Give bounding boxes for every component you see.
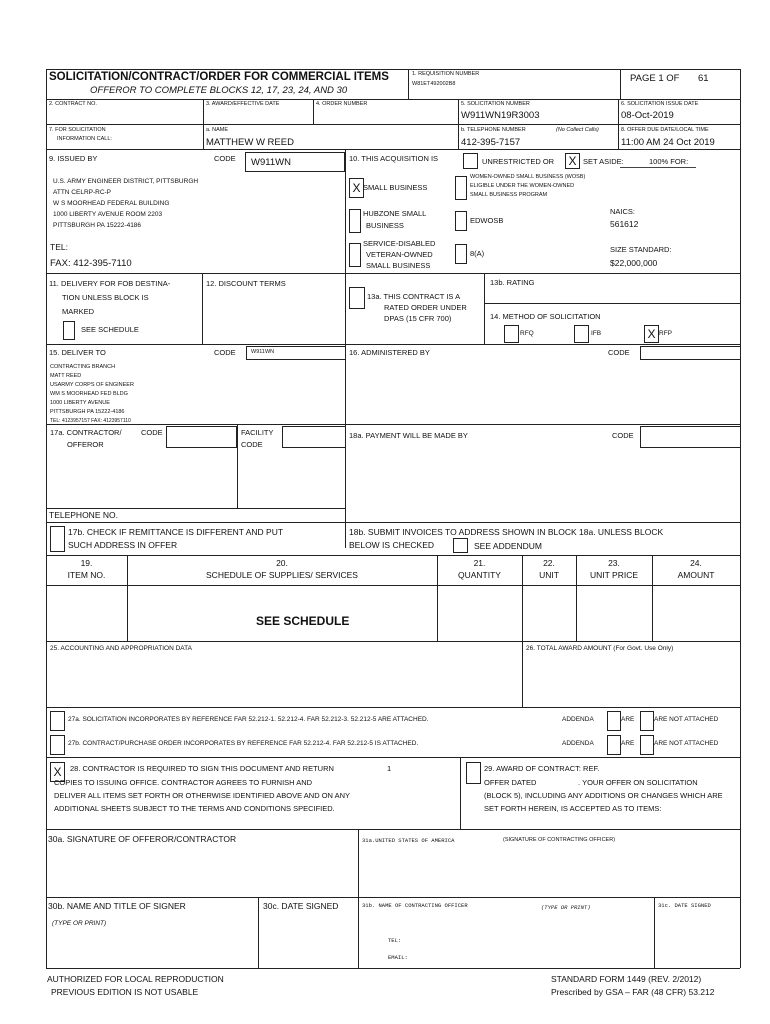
officer-email: EMAIL: bbox=[388, 954, 408, 961]
issued-by-label: 9. ISSUED BY bbox=[49, 154, 98, 163]
29-text: OFFER DATED . YOUR OFFER ON SOLICITATION bbox=[484, 778, 698, 787]
28-checkbox[interactable]: X bbox=[50, 762, 65, 782]
rule bbox=[460, 757, 461, 829]
remittance-label-2: SUCH ADDRESS IN OFFER bbox=[68, 540, 178, 550]
type-print-note: (TYPE OR PRINT) bbox=[52, 920, 107, 927]
officer-name-label: 31b. NAME OF CONTRACTING OFFICER bbox=[362, 902, 468, 909]
sdvosb-checkbox[interactable] bbox=[349, 243, 361, 267]
27b-checkbox[interactable] bbox=[50, 735, 65, 755]
contractor-label: 17a. CONTRACTOR/ bbox=[50, 428, 122, 437]
schedule-header-item bbox=[46, 557, 127, 581]
footer-form-number: STANDARD FORM 1449 (REV. 2/2012) bbox=[551, 974, 702, 984]
wosb-label: ELIGIBLE UNDER THE WOMEN-OWNED bbox=[470, 183, 575, 189]
remittance-checkbox[interactable] bbox=[50, 526, 65, 552]
officer-tel: TEL: bbox=[388, 937, 402, 944]
27b-are-not-checkbox[interactable] bbox=[640, 735, 654, 755]
contractor-code-field[interactable] bbox=[166, 426, 237, 448]
phone-label: b. TELEPHONE NUMBER bbox=[461, 127, 526, 133]
size-standard-label: SIZE STANDARD: bbox=[610, 245, 672, 254]
order-number-label: 4. ORDER NUMBER bbox=[316, 101, 368, 107]
col-title: UNIT PRICE bbox=[589, 570, 639, 580]
contract-no-label: 2. CONTRACT NO. bbox=[49, 101, 97, 107]
naics-value: 561612 bbox=[610, 219, 639, 229]
see-schedule-checkbox[interactable] bbox=[63, 321, 75, 340]
col-number: 22. bbox=[543, 558, 555, 568]
28-text: 28. CONTRACTOR IS REQUIRED TO SIGN THIS DOCUMENT AND RETURN bbox=[70, 764, 334, 773]
rated-order-label: 13a. THIS CONTRACT IS A bbox=[367, 292, 461, 301]
rule bbox=[46, 897, 740, 898]
rule bbox=[313, 99, 314, 124]
accounting-label: 25. ACCOUNTING AND APPROPRIATION DATA bbox=[50, 645, 192, 652]
rule bbox=[46, 757, 740, 758]
rule bbox=[258, 897, 259, 968]
wosb-label: SMALL BUSINESS PROGRAM bbox=[470, 192, 548, 198]
27b-are-not-label: ARE NOT ATTACHED bbox=[654, 740, 719, 747]
rfq-checkbox[interactable] bbox=[504, 325, 519, 343]
col-title: QUANTITY bbox=[458, 570, 501, 580]
sdvosb-label: VETERAN-OWNED bbox=[366, 250, 433, 259]
due-date-value: 11:00 AM 24 Oct 2019 bbox=[621, 137, 715, 148]
issue-date-value: 08-Oct-2019 bbox=[621, 110, 674, 121]
col-number: 24. bbox=[690, 558, 702, 568]
deliver-to-code-value: W911WN bbox=[251, 349, 275, 355]
date-signed-label: 30c. DATE SIGNED bbox=[263, 901, 339, 911]
rule bbox=[484, 303, 740, 304]
issued-by-code-field[interactable] bbox=[245, 152, 345, 172]
name-title-label: 30b. NAME AND TITLE OF SIGNER bbox=[48, 901, 186, 911]
administered-by-code-label: CODE bbox=[608, 348, 630, 357]
set-aside-percent: 100% FOR: bbox=[649, 157, 689, 166]
ifb-label: IFB bbox=[591, 330, 602, 337]
rule bbox=[654, 897, 655, 968]
see-schedule-label: SEE SCHEDULE bbox=[81, 325, 139, 334]
ifb-checkbox[interactable] bbox=[574, 325, 589, 343]
issued-by-address-line: U.S. ARMY ENGINEER DISTRICT, PITTSBURGH bbox=[53, 178, 199, 185]
issued-by-tel: TEL: bbox=[50, 242, 68, 252]
rule bbox=[46, 585, 740, 586]
issued-by-code-value: W911WN bbox=[251, 157, 291, 168]
contractor-code-label: CODE bbox=[141, 428, 163, 437]
27a-are-not-checkbox[interactable] bbox=[640, 711, 654, 731]
27b-addenda-label: ADDENDA bbox=[562, 740, 594, 747]
rated-order-checkbox[interactable] bbox=[349, 287, 365, 309]
payment-code-label: CODE bbox=[612, 431, 634, 440]
contact-name-value: MATTHEW W REED bbox=[206, 137, 294, 148]
total-award-label: 26. TOTAL AWARD AMOUNT (For Govt. Use Only) bbox=[526, 645, 674, 652]
submit-invoices-label: 18b. SUBMIT INVOICES TO ADDRESS SHOWN IN BLOCK 18a. UNLESS BLOCK bbox=[349, 527, 664, 537]
deliver-to-address-line: 1000 LIBERTY AVENUE bbox=[50, 400, 110, 406]
27a-checkbox[interactable] bbox=[50, 711, 65, 731]
rule bbox=[46, 508, 345, 509]
see-schedule-heading: SEE SCHEDULE bbox=[256, 614, 350, 628]
deliver-to-address-line: MATT REED bbox=[50, 373, 82, 379]
wosb-checkbox[interactable] bbox=[455, 176, 467, 200]
officer-type-note: (TYPE OR PRINT) bbox=[541, 904, 591, 911]
rule bbox=[46, 273, 740, 274]
payment-code-field[interactable] bbox=[640, 426, 741, 448]
rule bbox=[237, 424, 238, 508]
rule bbox=[46, 707, 740, 708]
schedule-header-amount bbox=[652, 557, 740, 581]
8a-label: 8(A) bbox=[470, 249, 485, 258]
small-business-label: SMALL BUSINESS bbox=[363, 183, 428, 192]
issued-by-fax: FAX: 412-395-7110 bbox=[50, 258, 132, 269]
deliver-to-code-field[interactable] bbox=[246, 346, 346, 360]
27a-label: 27a. SOLICITATION INCORPORATES BY REFERENCE FAR 52.212-1. 52.212-4. FAR 52.212-3. 52.212-5 ARE ATTACHED. bbox=[68, 716, 429, 723]
issued-by-address-line: PITTSBURGH PA 15222-4186 bbox=[53, 222, 142, 229]
rule bbox=[46, 968, 740, 969]
issued-by-address-line: ATTN CELRP-RC-P bbox=[53, 189, 112, 196]
28-text: COPIES TO ISSUING OFFICE. CONTRACTOR AGREES TO FURNISH AND bbox=[54, 778, 313, 787]
col-number: 19. bbox=[80, 558, 93, 568]
signature-usa-label: 31a.UNITED STATES OF AMERICA bbox=[362, 837, 455, 844]
administered-by-label: 16. ADMINISTERED BY bbox=[349, 348, 430, 357]
phone-note: (No Collect Calls) bbox=[556, 127, 599, 133]
edwosb-checkbox[interactable] bbox=[455, 211, 467, 231]
rule bbox=[522, 641, 523, 707]
issue-date-label: 6. SOLICITATION ISSUE DATE bbox=[621, 101, 699, 107]
schedule-header-unit-price bbox=[576, 557, 652, 581]
signature-usa-note: (SIGNATURE OF CONTRACTING OFFICER) bbox=[503, 837, 616, 843]
block7-label: 7. FOR SOLICITATION bbox=[49, 127, 106, 133]
page-total: 61 bbox=[698, 73, 709, 84]
col-title: SCHEDULE OF SUPPLIES/ SERVICES bbox=[206, 570, 358, 580]
set-aside-checkbox[interactable]: X bbox=[565, 153, 580, 169]
due-date-label: 8. OFFER DUE DATE/LOCAL TIME bbox=[621, 127, 709, 133]
col-number: 21. bbox=[473, 558, 486, 568]
issued-by-address-line: 1000 LIBERTY AVENUE ROOM 2203 bbox=[53, 211, 163, 218]
29-text: SET FORTH HEREIN, IS ACCEPTED AS TO ITEMS: bbox=[484, 804, 662, 813]
requisition-label: 1. REQUISITION NUMBER bbox=[412, 71, 480, 77]
28-copies: 1 bbox=[387, 764, 392, 773]
discount-terms-label: 12. DISCOUNT TERMS bbox=[206, 279, 286, 288]
rule bbox=[620, 69, 621, 99]
27a-addenda-label: ADDENDA bbox=[562, 716, 594, 723]
form-subtitle: OFFEROR TO COMPLETE BLOCKS 12, 17, 23, 24, AND 30 bbox=[90, 85, 348, 96]
27a-are-not-label: ARE NOT ATTACHED bbox=[654, 716, 719, 723]
29-checkbox[interactable] bbox=[466, 762, 481, 784]
rule bbox=[46, 424, 740, 425]
naics-label: NAICS: bbox=[610, 207, 636, 216]
remittance-label: 17b. CHECK IF REMITTANCE IS DIFFERENT AND PUT bbox=[68, 527, 284, 537]
rule bbox=[46, 69, 47, 968]
fob-label: 11. DELIVERY FOR FOB DESTINA- bbox=[49, 279, 171, 288]
rule bbox=[46, 69, 740, 70]
rule bbox=[46, 124, 740, 125]
form-title: SOLICITATION/CONTRACT/ORDER FOR COMMERCIAL ITEMS bbox=[49, 71, 389, 83]
hubzone-label: BUSINESS bbox=[366, 221, 404, 230]
unrestricted-label: UNRESTRICTED OR bbox=[482, 157, 555, 166]
signature-offeror-field[interactable] bbox=[50, 848, 355, 894]
rfq-label: RFQ bbox=[520, 330, 534, 337]
deliver-to-address-line: USARMY CORPS OF ENGINEER bbox=[50, 382, 134, 388]
29-text: (BLOCK 5), INCLUDING ANY ADDITIONS OR CHANGES WHICH ARE bbox=[484, 791, 723, 800]
unrestricted-checkbox[interactable] bbox=[463, 153, 478, 169]
rule bbox=[358, 829, 359, 968]
27a-are-label: ARE bbox=[621, 716, 635, 723]
27b-label: 27b. CONTRACT/PURCHASE ORDER INCORPORATES BY REFERENCE FAR 52.212-4. FAR 52.212-5 IS ATTACHED. bbox=[68, 740, 419, 747]
contact-name-label: a. NAME bbox=[206, 127, 229, 133]
fob-label: MARKED bbox=[62, 307, 95, 316]
8a-checkbox[interactable] bbox=[455, 244, 467, 264]
deliver-to-code-label: CODE bbox=[214, 348, 236, 357]
footer-previous-edition: PREVIOUS EDITION IS NOT USABLE bbox=[51, 987, 199, 997]
method-label: 14. METHOD OF SOLICITATION bbox=[490, 312, 601, 321]
sdvosb-label: SERVICE-DISABLED bbox=[363, 239, 436, 248]
27a-are-checkbox[interactable] bbox=[607, 711, 621, 731]
signature-officer-field[interactable] bbox=[362, 848, 737, 894]
rule bbox=[46, 829, 740, 830]
col-number: 20. bbox=[276, 558, 288, 568]
hubzone-checkbox[interactable] bbox=[349, 209, 361, 233]
27b-are-label: ARE bbox=[621, 740, 635, 747]
deliver-to-address-line: WM S MOORHEAD FED BLDG bbox=[50, 391, 128, 397]
solicitation-number-value: W911WN19R3003 bbox=[461, 110, 540, 121]
acquisition-label: 10. THIS ACQUISITION IS bbox=[349, 154, 439, 163]
col-title: ITEM NO. bbox=[67, 570, 106, 580]
sdvosb-label: SMALL BUSINESS bbox=[366, 261, 431, 270]
contractor-label-2: OFFEROR bbox=[67, 440, 104, 449]
phone-value: 412-395-7157 bbox=[461, 137, 521, 148]
small-business-checkbox[interactable]: X bbox=[349, 178, 364, 198]
solicitation-number-label: 5. SOLICITATION NUMBER bbox=[461, 101, 530, 107]
facility-code-field[interactable] bbox=[282, 426, 346, 448]
rule bbox=[46, 149, 740, 150]
issued-by-code-label: CODE bbox=[214, 154, 236, 163]
col-number: 23. bbox=[608, 558, 620, 568]
telephone-label: TELEPHONE NO. bbox=[49, 510, 118, 520]
facility-code-label: CODE bbox=[241, 440, 263, 449]
rating-label: 13b. RATING bbox=[490, 278, 535, 287]
payment-label: 18a. PAYMENT WILL BE MADE BY bbox=[349, 431, 468, 440]
rule bbox=[46, 641, 740, 642]
schedule-header-supplies bbox=[127, 557, 437, 581]
rule bbox=[46, 522, 740, 523]
schedule-header-unit bbox=[522, 557, 576, 581]
footer-prescribed: Prescribed by GSA – FAR (48 CFR) 53.212 bbox=[551, 987, 715, 997]
rated-order-label: RATED ORDER UNDER bbox=[384, 303, 467, 312]
deliver-to-address-line: CONTRACTING BRANCH bbox=[50, 364, 116, 370]
administered-by-code-field[interactable] bbox=[640, 346, 741, 360]
rule bbox=[46, 99, 740, 100]
rule bbox=[202, 273, 203, 344]
rule bbox=[46, 555, 740, 556]
rule bbox=[46, 344, 740, 345]
rule bbox=[484, 273, 485, 344]
submit-invoices-label-2: BELOW IS CHECKED bbox=[349, 540, 435, 550]
fob-label: TION UNLESS BLOCK IS bbox=[62, 293, 149, 302]
facility-label: FACILITY bbox=[241, 428, 274, 437]
rfp-label: RFP bbox=[659, 330, 672, 337]
issued-by-address-line: W S MOORHEAD FEDERAL BUILDING bbox=[53, 200, 170, 207]
hubzone-label: HUBZONE SMALL bbox=[363, 209, 427, 218]
28-text: ADDITIONAL SHEETS SUBJECT TO THE TERMS AND CONDITIONS SPECIFIED. bbox=[54, 804, 335, 813]
29-text: 29. AWARD OF CONTRACT: REF. bbox=[484, 764, 600, 773]
edwosb-label: EDWOSB bbox=[470, 216, 504, 225]
award-date-label: 3. AWARD/EFFECTIVE DATE bbox=[206, 101, 280, 107]
rule bbox=[620, 167, 696, 168]
rule bbox=[740, 69, 741, 968]
rfp-checkbox[interactable]: X bbox=[644, 325, 659, 343]
rated-order-label: DPAS (15 CFR 700) bbox=[384, 314, 452, 323]
col-title: UNIT bbox=[539, 570, 559, 580]
27b-are-checkbox[interactable] bbox=[607, 735, 621, 755]
see-addendum-label: SEE ADDENDUM bbox=[474, 541, 543, 551]
block7-label-2: INFORMATION CALL: bbox=[57, 136, 112, 142]
signature-offeror-label: 30a. SIGNATURE OF OFFEROR/CONTRACTOR bbox=[48, 834, 237, 844]
set-aside-label: SET ASIDE: bbox=[583, 157, 624, 166]
footer-authorized: AUTHORIZED FOR LOCAL REPRODUCTION bbox=[47, 974, 224, 984]
28-text: DELIVER ALL ITEMS SET FORTH OR OTHERWISE IDENTIFIED ABOVE AND ON ANY bbox=[54, 791, 351, 800]
deliver-to-address-line: TEL: 4123957157 FAX: 4123957110 bbox=[50, 418, 131, 424]
date-31c-label: 31c. DATE SIGNED bbox=[658, 902, 711, 909]
wosb-label: WOMEN-OWNED SMALL BUSINESS (WOSB) bbox=[470, 174, 586, 180]
deliver-to-address-line: PITTSBURGH PA 15222-4186 bbox=[50, 409, 125, 415]
col-title: AMOUNT bbox=[677, 570, 715, 580]
deliver-to-label: 15. DELIVER TO bbox=[49, 348, 106, 357]
page-label: PAGE 1 OF bbox=[630, 73, 680, 84]
see-addendum-checkbox[interactable] bbox=[453, 538, 468, 553]
rule bbox=[408, 69, 409, 99]
requisition-value: W81ET492002B8 bbox=[412, 81, 456, 87]
schedule-header-quantity bbox=[437, 557, 522, 581]
size-standard-value: $22,000,000 bbox=[610, 258, 658, 268]
